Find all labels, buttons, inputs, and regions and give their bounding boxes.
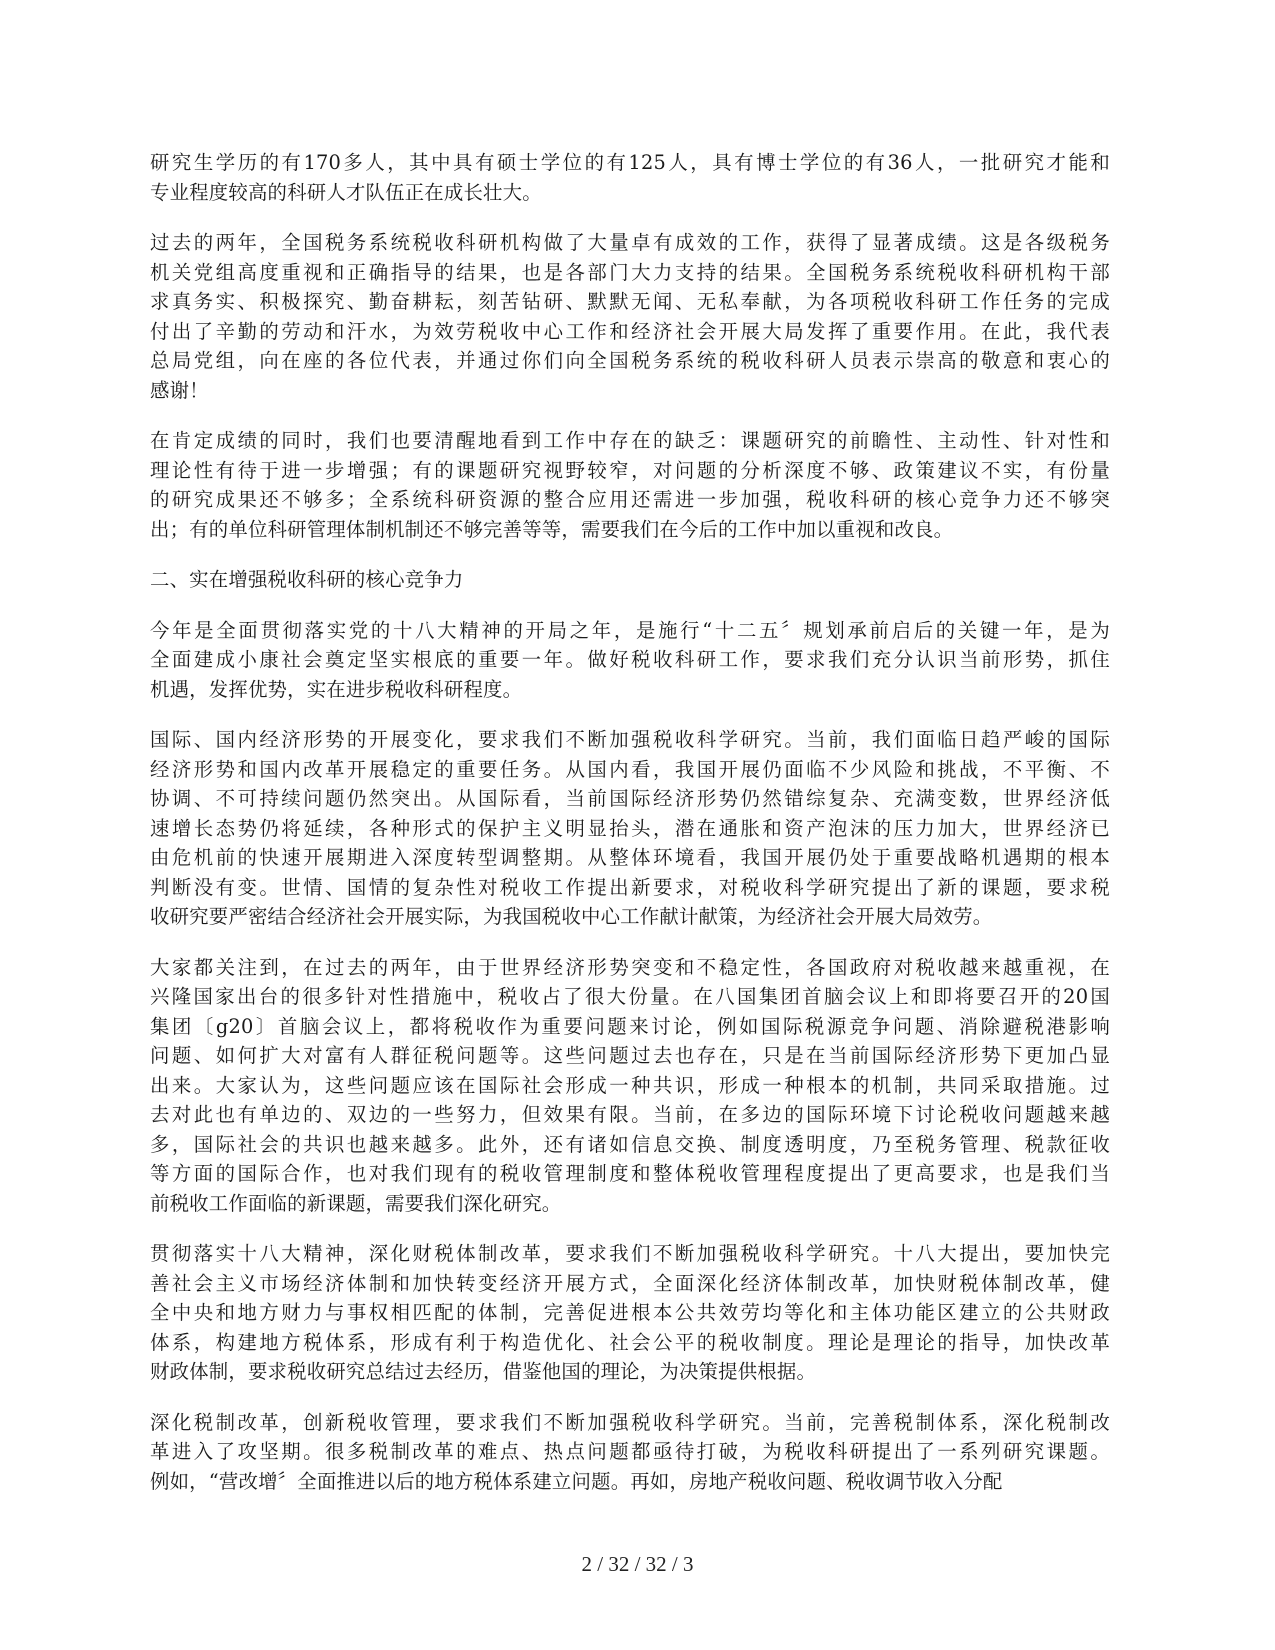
- text-line: 总局党组，向在座的各位代表，并通过你们向全国税务系统的税收科研人员表示崇高的敬意和衷心的: [150, 349, 1110, 372]
- text-line: 善社会主义市场经济体制和加快转变经济开展方式，全面深化经济体制改革，加快财税体制改革，健: [150, 1271, 1110, 1295]
- text-line: 理论性有待于进一步增强；有的课题研究视野较窄，对问题的分析深度不够、政策建议不实，有份量: [150, 458, 1110, 482]
- paragraph-p8: [150, 1239, 1110, 1387]
- paragraph-p4: [150, 565, 1110, 595]
- text-line: 前税收工作面临的新课题，需要我们深化研究。: [150, 1191, 562, 1215]
- text-line: 专业程度较高的科研人才队伍正在成长壮大。: [150, 180, 542, 204]
- text-line: 体系，构建地方税体系，形成有利于构造优化、社会公平的税收制度。理论是理论的指导，加快改革: [150, 1330, 1110, 1354]
- text-line: 机遇，发挥优势，实在进步税收科研程度。: [150, 677, 523, 701]
- text-line: 协调、不可持续问题仍然突出。从国际看，当前国际经济形势仍然错综复杂、充满变数，世界经济低: [150, 787, 1110, 810]
- text-line: 付出了辛勤的劳动和汗水，为效劳税收中心工作和经济社会开展大局发挥了重要作用。在此，我代表: [150, 319, 1110, 343]
- text-line: 由危机前的快速开展期进入深度转型调整期。从整体环境看，我国开展仍处于重要战略机遇期的根本: [150, 846, 1110, 869]
- text-line: 财政体制，要求税收研究总结过去经历，借鉴他国的理论，为决策提供根据。: [150, 1360, 817, 1383]
- text-line: 求真务实、积极探究、勤奋耕耘，刻苦钻研、默默无闻、无私奉献，为各项税收科研工作任务的完成: [150, 290, 1110, 313]
- text-line: 问题、如何扩大对富有人群征税问题等。这些问题过去也存在，只是在当前国际经济形势下更加凸显: [150, 1044, 1110, 1067]
- text-line: 收研究要严密结合经济社会开展实际，为我国税收中心工作献计献策，为经济社会开展大局效劳。: [150, 905, 993, 928]
- text-line: 国际、国内经济形势的开展变化，要求我们不断加强税收科学研究。当前，我们面临日趋严峻的国际: [150, 728, 1110, 751]
- paragraph-p7: [150, 953, 1110, 1219]
- paragraph-p9: [150, 1408, 1110, 1497]
- text-line: 研究生学历的有170多人，其中具有硕士学位的有125人，具有博士学位的有36人，一批研究才能和: [150, 151, 1110, 174]
- text-line: 例如，“营改增〞全面推进以后的地方税体系建立问题。再如，房地产税收问题、税收调节收入分配: [150, 1469, 1003, 1493]
- text-line: 在肯定成绩的同时，我们也要清醒地看到工作中存在的缺乏：课题研究的前瞻性、主动性、针对性和: [150, 429, 1110, 452]
- text-line: 全中央和地方财力与事权相匹配的体制，完善促进根本公共效劳均等化和主体功能区建立的公共财政: [150, 1301, 1110, 1324]
- text-line: 机关党组高度重视和正确指导的结果，也是各部门大力支持的结果。全国税务系统税收科研机构干部: [150, 260, 1110, 284]
- text-line: 出来。大家认为，这些问题应该在国际社会形成一种共识，形成一种根本的机制，共同采取措施。过: [150, 1073, 1110, 1097]
- text-line: 的研究成果还不够多；全系统科研资源的整合应用还需进一步加强，税收科研的核心竞争力还不够突: [150, 488, 1110, 511]
- text-line: 过去的两年，全国税务系统税收科研机构做了大量卓有成效的工作，获得了显著成绩。这是各级税务: [150, 231, 1110, 254]
- text-line: 兴隆国家出台的很多针对性措施中，税收占了很大份量。在八国集团首脑会议上和即将要召开的20国: [150, 985, 1110, 1008]
- text-line: 等方面的国际合作，也对我们现有的税收管理制度和整体税收管理程度提出了更高要求，也是我们当: [150, 1162, 1110, 1185]
- text-line: 经济形势和国内改革开展稳定的重要任务。从国内看，我国开展仍面临不少风险和挑战，不平衡、不: [150, 757, 1110, 781]
- text-line: 贯彻落实十八大精神，深化财税体制改革，要求我们不断加强税收科学研究。十八大提出，要加快完: [150, 1242, 1110, 1265]
- text-line: 出；有的单位科研管理体制机制还不够完善等等，需要我们在今后的工作中加以重视和改良。: [150, 517, 954, 541]
- text-line: 集团〔g20〕首脑会议上，都将税收作为重要问题来讨论，例如国际税源竞争问题、消除避税港影响: [150, 1014, 1110, 1038]
- text-line: 二、实在增强税收科研的核心竞争力: [150, 568, 464, 591]
- text-line: 多，国际社会的共识也越来越多。此外，还有诸如信息交换、制度透明度，乃至税务管理、税款征收: [150, 1132, 1110, 1156]
- paragraph-p1: [150, 148, 1110, 207]
- text-line: 革进入了攻坚期。很多税制改革的难点、热点问题都亟待打破，为税收科研提出了一系列研究课题。: [150, 1440, 1110, 1463]
- paragraph-container: [150, 148, 1110, 1496]
- page-number: 2 / 32 / 32 / 3: [581, 1552, 694, 1576]
- text-line: 全面建成小康社会奠定坚实根底的重要一年。做好税收科研工作，要求我们充分认识当前形势，抓住: [150, 648, 1110, 671]
- paragraph-p6: [150, 725, 1110, 932]
- paragraph-p5: [150, 616, 1110, 705]
- paragraph-p3: [150, 426, 1110, 544]
- text-line: 今年是全面贯彻落实党的十八大精神的开局之年，是施行“十二五〞规划承前启后的关键一年，是为: [150, 618, 1110, 642]
- text-line: 大家都关注到，在过去的两年，由于世界经济形势突变和不稳定性，各国政府对税收越来越重视，在: [150, 955, 1110, 979]
- paragraph-p2: [150, 228, 1110, 405]
- text-line: 速增长态势仍将延续，各种形式的保护主义明显抬头，潜在通胀和资产泡沫的压力加大，世界经济已: [150, 816, 1110, 840]
- text-line: 判断没有变。世情、国情的复杂性对税收工作提出新要求，对税收科学研究提出了新的课题，要求税: [150, 875, 1110, 899]
- text-line: 深化税制改革，创新税收管理，要求我们不断加强税收科学研究。当前，完善税制体系，深化税制改: [150, 1410, 1110, 1434]
- text-line: 感谢！: [150, 378, 209, 402]
- document-body: [150, 148, 1110, 1496]
- text-line: 去对此也有单边的、双边的一些努力，但效果有限。当前，在多边的国际环境下讨论税收问题越来越: [150, 1103, 1110, 1126]
